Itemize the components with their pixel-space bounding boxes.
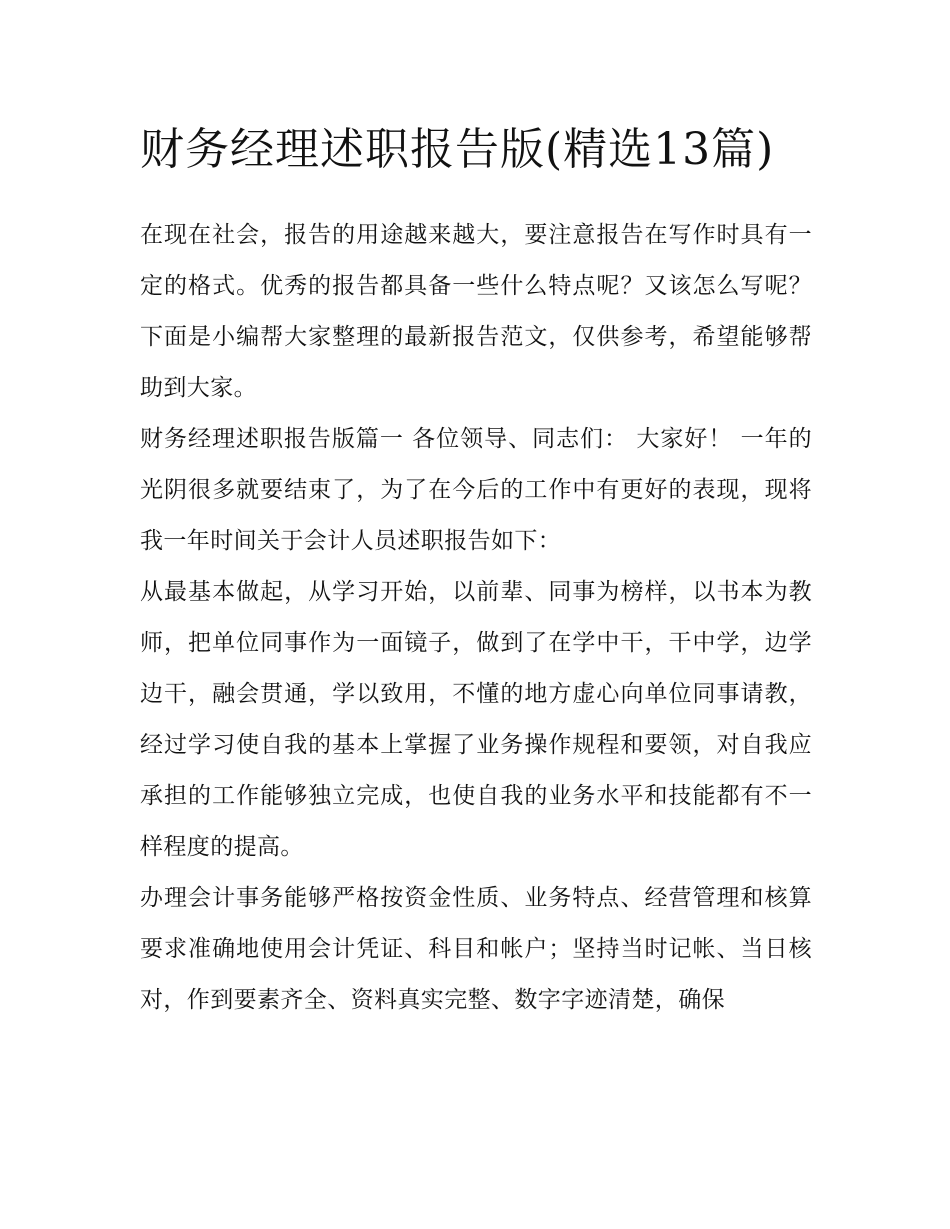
document-body: [140, 112, 812, 1026]
document-title: 财务经理述职报告版(精选13篇): [140, 124, 775, 175]
paragraph-intro: 在现在社会，报告的用途越来越大，要注意报告在写作时具有一定的格式。优秀的报告都具备一些什么特点呢？又该怎么写呢？下面是小编帮大家整理的最新报告范文，仅供参考，希望能够帮助到大家。: [140, 222, 812, 401]
paragraph-learning: 从最基本做起，从学习开始，以前辈、同事为榜样，以书本为教师，把单位同事作为一面镜子，做到了在学中干，干中学，边学边干，融会贯通，学以致用，不懂的地方虚心向单位同事请教，经过学习使自我的基本上掌握了业务操作规程和要领，对自我应承担的工作能够独立完成，也使自我的业务水平和技能都有不一样程度的提高。: [140, 579, 812, 860]
paragraph-accounting: 办理会计事务能够严格按资金性质、业务特点、经营管理和核算要求准确地使用会计凭证、科目和帐户；坚持当时记帐、当日核对，作到要素齐全、资料真实完整、数字字迹清楚，确保: [140, 885, 812, 1013]
paragraph-greeting: 财务经理述职报告版篇一 各位领导、同志们： 大家好！ 一年的光阴很多就要结束了，为了在今后的工作中有更好的表现，现将我一年时间关于会计人员述职报告如下：: [140, 426, 812, 554]
